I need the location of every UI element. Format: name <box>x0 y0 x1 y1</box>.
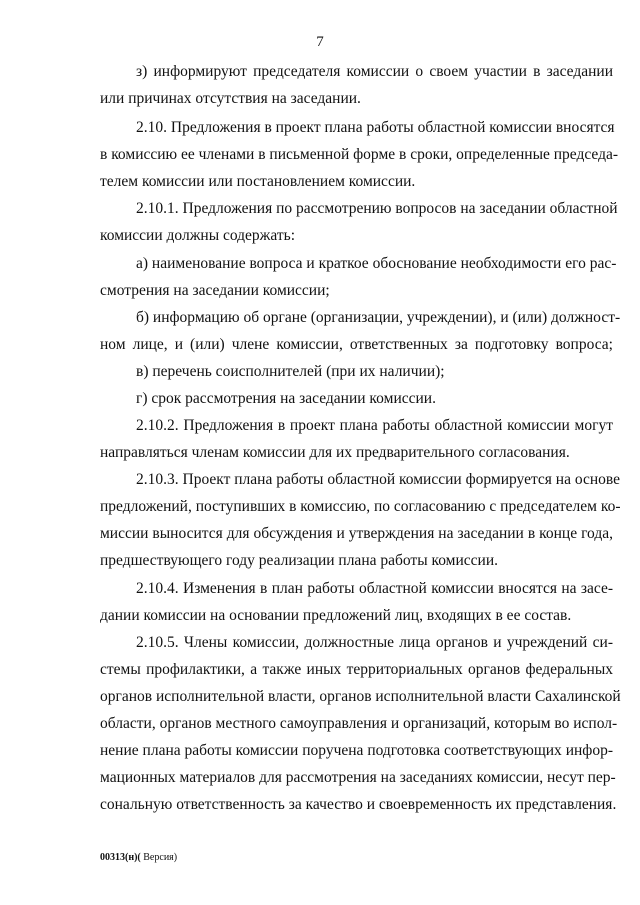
text-line: стемы профилактики, а также иных территориальных органов федеральных <box>100 661 613 678</box>
footer-code: 00313(н)( <box>100 852 141 863</box>
page-number: 7 <box>316 34 324 50</box>
text-line: комиссии должны содержать: <box>100 227 296 244</box>
text-line: мационных материалов для рассмотрения на заседаниях комиссии, несут пер- <box>100 769 616 786</box>
text-line: 2.10.5. Члены комиссии, должностные лица органов и учреждений си- <box>136 634 613 651</box>
footer-version: Версия) <box>140 852 178 863</box>
text-line: в) перечень соисполнителей (при их наличии); <box>136 363 445 380</box>
text-line: дании комиссии на основании предложений лиц, входящих в ее состав. <box>100 607 572 624</box>
text-line: 2.10.1. Предложения по рассмотрению вопросов на заседании областной <box>136 200 618 217</box>
text-line: миссии выносится для обсуждения и утверждения на заседании в конце года, <box>100 525 613 542</box>
document-footer <box>100 852 177 864</box>
text-line: сональную ответственность за качество и своевременность их представления. <box>100 796 617 813</box>
text-line: а) наименование вопроса и краткое обоснование необходимости его рас- <box>136 255 617 272</box>
text-line: ном лице, и (или) члене комиссии, ответственных за подготовку вопроса; <box>100 336 613 353</box>
text-line: предшествующего году реализации плана работы комиссии. <box>100 552 499 569</box>
text-line: 2.10.2. Предложения в проект плана работы областной комиссии могут <box>136 417 613 434</box>
text-line: б) информацию об органе (организации, учреждении), и (или) должност- <box>136 309 621 326</box>
text-line: или причинах отсутствия на заседании. <box>100 90 361 107</box>
text-line: смотрения на заседании комиссии; <box>100 282 330 299</box>
text-line: 2.10.3. Проект плана работы областной комиссии формируется на основе <box>136 471 621 488</box>
text-line: телем комиссии или постановлением комиссии. <box>100 173 416 190</box>
text-line: направляться членам комиссии для их предварительного согласования. <box>100 444 570 461</box>
text-line: г) срок рассмотрения на заседании комиссии. <box>136 390 436 407</box>
text-line: органов исполнительной власти, органов исполнительной власти Сахалинской <box>100 688 621 705</box>
text-line: предложений, поступивших в комиссию, по согласованию с председателем ко- <box>100 498 621 515</box>
text-line: 2.10. Предложения в проект плана работы областной комиссии вносятся <box>136 119 615 136</box>
text-line: з) информируют председателя комиссии о своем участии в заседании <box>136 63 613 80</box>
text-line: области, органов местного самоуправления и организаций, которым во испол- <box>100 715 618 732</box>
text-line: нение плана работы комиссии поручена подготовка соответствующих инфор- <box>100 742 613 759</box>
text-line: 2.10.4. Изменения в план работы областной комиссии вносятся на засе- <box>136 580 613 597</box>
text-line: в комиссию ее членами в письменной форме в сроки, определенные председа- <box>100 146 619 163</box>
